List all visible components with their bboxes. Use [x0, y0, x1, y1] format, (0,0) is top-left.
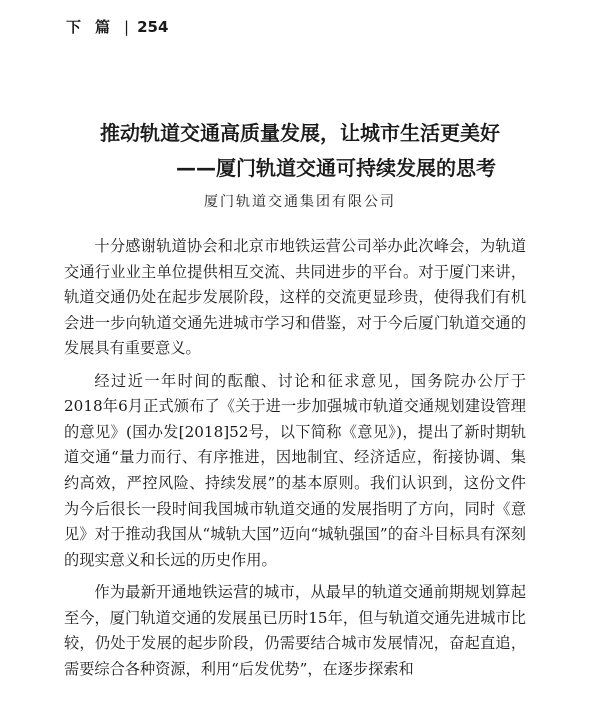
author-line: 厦门轨道交通集团有限公司 — [204, 194, 396, 210]
page-number: 254 — [137, 17, 169, 36]
article-title: 推动轨道交通高质量发展，让城市生活更美好 — [100, 121, 500, 145]
article-body — [64, 234, 526, 689]
header-separator: | — [124, 17, 130, 36]
paragraph: 作为最新开通地铁运营的城市，从最早的轨道交通前期规划算起至今，厦门轨道交通的发展虽已历时15年，但与轨道交通先进城市比较，仍处于发展的起步阶段，仍需要结合城市发展情况，奋起直追，需要综合各种资源，利用“后发优势”，在逐步探索和 — [64, 582, 526, 678]
running-header — [66, 16, 168, 37]
section-label: 下篇 — [66, 18, 125, 36]
article-subtitle: ——厦门轨道交通可持续发展的思考 — [176, 156, 496, 180]
paragraph: 十分感谢轨道协会和北京市地铁运营公司举办此次峰会，为轨道交通行业业主单位提供相互交流、共同进步的平台。对于厦门来讲，轨道交通仍处在起步发展阶段，这样的交流更显珍贵，使得我们有机会进一步向轨道交通先进城市学习和借鉴，对于今后厦门轨道交通的发展具有重要意义。 — [64, 237, 526, 358]
paragraph: 经过近一年时间的酝酿、讨论和征求意见，国务院办公厅于2018年6月正式颁布了《关于进一步加强城市轨道交通规划建设管理的意见》(国办发[2018]52号，以下简称《意见》)，提出了新时期轨道交通“量力而行、有序推进，因地制宜、经济适应，衔接协调、集约高效，严控风险、持续发展”的基本原则。我们认识到，这份文件为今后很长一段时间我国城市轨道交通的发展指明了方向，同时《意见》对于推动我国从“城轨大国”迈向“城轨强国”的奋斗目标具有深刻的现实意义和长远的历史作用。 — [64, 371, 526, 569]
